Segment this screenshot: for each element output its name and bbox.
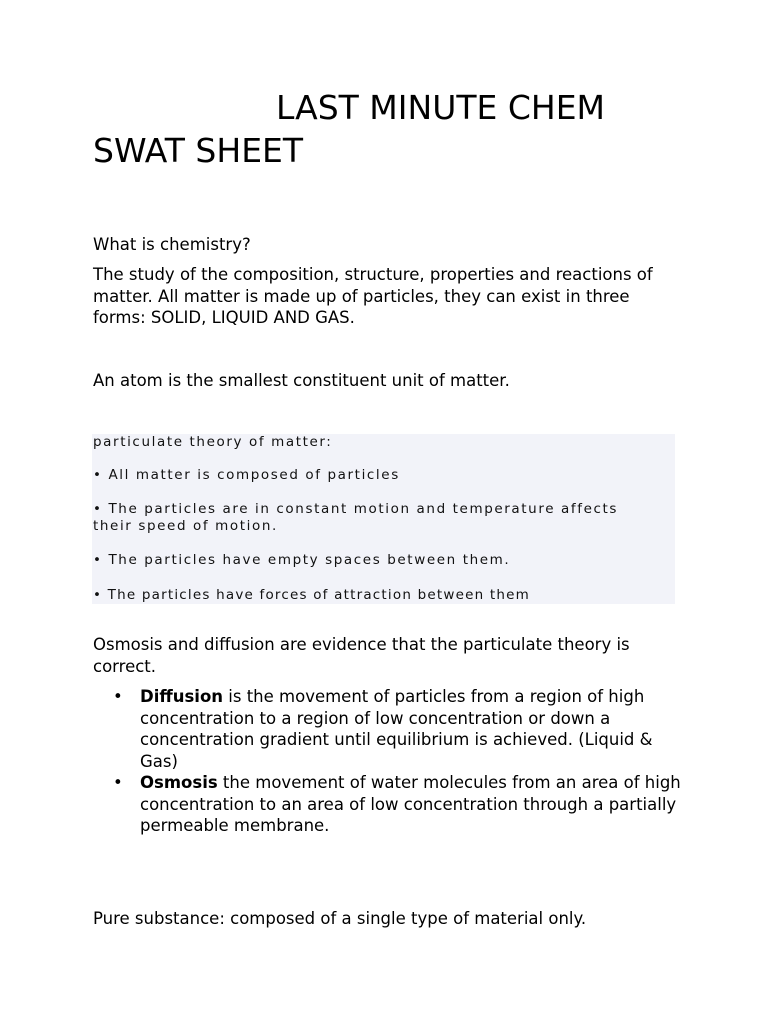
osmosis-bullet [93,772,683,837]
theory-point: • The particles have empty spaces between them. [93,552,511,568]
transport-bullet-list [93,686,683,837]
evidence-statement: Osmosis and diffusion are evidence that the particulate theory is correct. [93,635,630,676]
theory-point: • The particles have forces of attraction between them [93,587,530,603]
particulate-theory-box [92,434,675,604]
osmosis-term: Osmosis [140,773,218,792]
chemistry-question: What is chemistry? [93,235,251,254]
theory-point: • The particles are in constant motion and temperature affects their speed of motion. [93,501,619,534]
diffusion-term: Diffusion [140,687,224,706]
atom-definition: An atom is the smallest constituent unit of matter. [93,371,510,390]
theory-heading: particulate theory of matter: [93,434,333,450]
document-title: LAST MINUTE CHEM SWAT SHEET [93,88,606,170]
pure-substance-definition: Pure substance: composed of a single type of material only. [93,909,587,928]
chemistry-definition: The study of the composition, structure, properties and reactions of matter. All matter is made up of particles, they can exist in three forms: SOLID, LIQUID AND GAS. [93,265,653,327]
bullet-marker: • [113,687,123,706]
diffusion-description: is the movement of particles from a region of high concentration to a region of low concentration or down a concentration gradient until equilibrium is achieved. (Liquid & Gas) [140,687,653,771]
bullet-marker: • [113,773,123,792]
diffusion-bullet [93,686,683,772]
theory-point: • All matter is composed of particles [93,467,400,483]
osmosis-description: the movement of water molecules from an area of high concentration to an area of low concentration through a partially permeable membrane. [140,773,681,835]
